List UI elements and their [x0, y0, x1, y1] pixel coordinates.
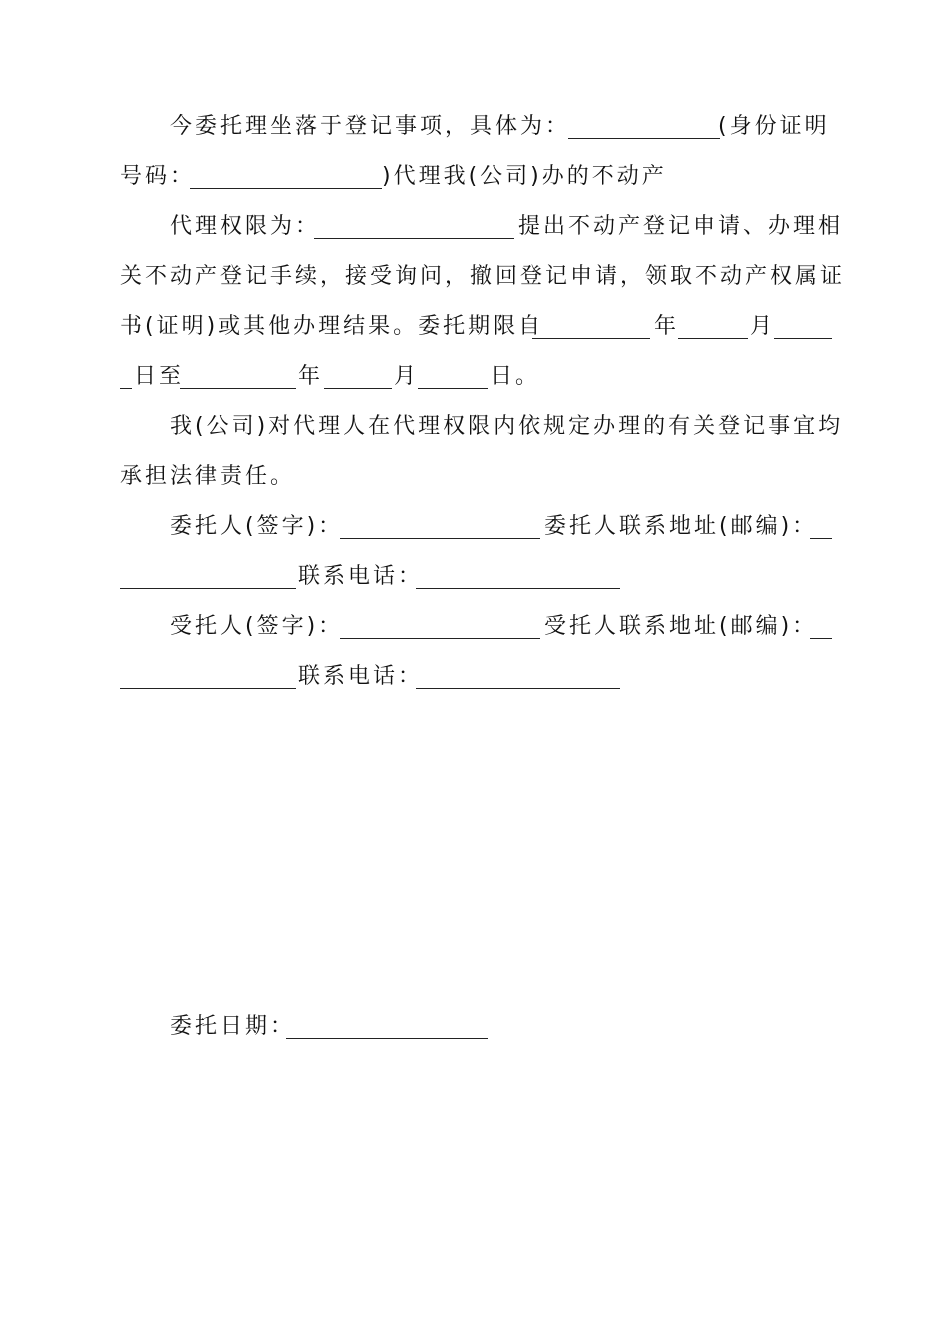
paragraph-2-line-4	[0, 358, 950, 396]
paragraph-3-line-1	[0, 408, 950, 446]
start-month-blank[interactable]	[678, 312, 748, 339]
start-year-blank[interactable]	[532, 312, 650, 339]
agent-phone-blank[interactable]	[416, 662, 620, 689]
authorization-date-line	[0, 1008, 950, 1046]
agent-line-1	[0, 608, 950, 646]
term-text: 书(证明)或其他办理结果。委托期限自	[120, 314, 544, 339]
agent-sign-blank[interactable]	[340, 612, 540, 639]
end-month-label: 月	[394, 364, 420, 389]
principal-line-2	[0, 558, 950, 596]
paragraph-2-line-3	[0, 308, 950, 346]
end-month-blank[interactable]	[324, 362, 392, 389]
principal-line-1	[0, 508, 950, 546]
start-day-blank-continued[interactable]	[120, 362, 132, 389]
id-number-blank[interactable]	[190, 162, 382, 189]
end-year-blank[interactable]	[180, 362, 296, 389]
agent-sign-label: 受托人(签字)：	[170, 614, 344, 639]
authority-text-continued: 关不动产登记手续，接受询问，撤回登记申请，领取不动产权属证	[120, 264, 846, 289]
agent-line-2	[0, 658, 950, 696]
start-day-blank[interactable]	[774, 312, 832, 339]
agent-purpose-text: )代理我(公司)办的不动产	[382, 164, 667, 189]
authority-blank[interactable]	[314, 212, 514, 239]
authority-label: 代理权限为：	[170, 214, 321, 239]
authority-text: 提出不动产登记申请、办理相	[518, 214, 844, 239]
principal-sign-label: 委托人(签字)：	[170, 514, 344, 539]
id-number-label: 号码：	[120, 164, 196, 189]
principal-phone-blank[interactable]	[416, 562, 620, 589]
principal-address-blank[interactable]	[810, 512, 832, 539]
agent-address-label: 受托人联系地址(邮编)：	[544, 614, 818, 639]
agent-phone-label: 联系电话：	[298, 664, 424, 689]
end-day-label: 日。	[490, 364, 541, 389]
principal-address-blank-continued[interactable]	[120, 562, 296, 589]
principal-address-label: 委托人联系地址(邮编)：	[544, 514, 818, 539]
paragraph-1-line-2	[0, 158, 950, 196]
paragraph-2-line-1	[0, 208, 950, 246]
year-label: 年	[654, 314, 680, 339]
authorization-date-label: 委托日期：	[170, 1014, 296, 1039]
principal-phone-label: 联系电话：	[298, 564, 424, 589]
intro-text: 今委托理坐落于登记事项，具体为：	[170, 114, 571, 139]
liability-text: 我(公司)对代理人在代理权限内依规定办理的有关登记事宜均	[170, 414, 844, 439]
paragraph-1-line-1	[0, 108, 950, 146]
month-label: 月	[750, 314, 776, 339]
end-year-label: 年	[298, 364, 324, 389]
end-day-blank[interactable]	[418, 362, 488, 389]
principal-sign-blank[interactable]	[340, 512, 540, 539]
liability-text-end: 承担法律责任。	[120, 464, 296, 489]
agent-address-blank-continued[interactable]	[120, 662, 296, 689]
paragraph-2-line-2	[0, 258, 950, 296]
day-to-label: 日至	[134, 364, 185, 389]
paragraph-3-line-2	[0, 458, 950, 496]
id-label-start: (身份证明	[718, 114, 830, 139]
authorization-date-blank[interactable]	[286, 1012, 488, 1039]
agent-address-blank[interactable]	[810, 612, 832, 639]
property-details-blank[interactable]	[568, 112, 720, 139]
